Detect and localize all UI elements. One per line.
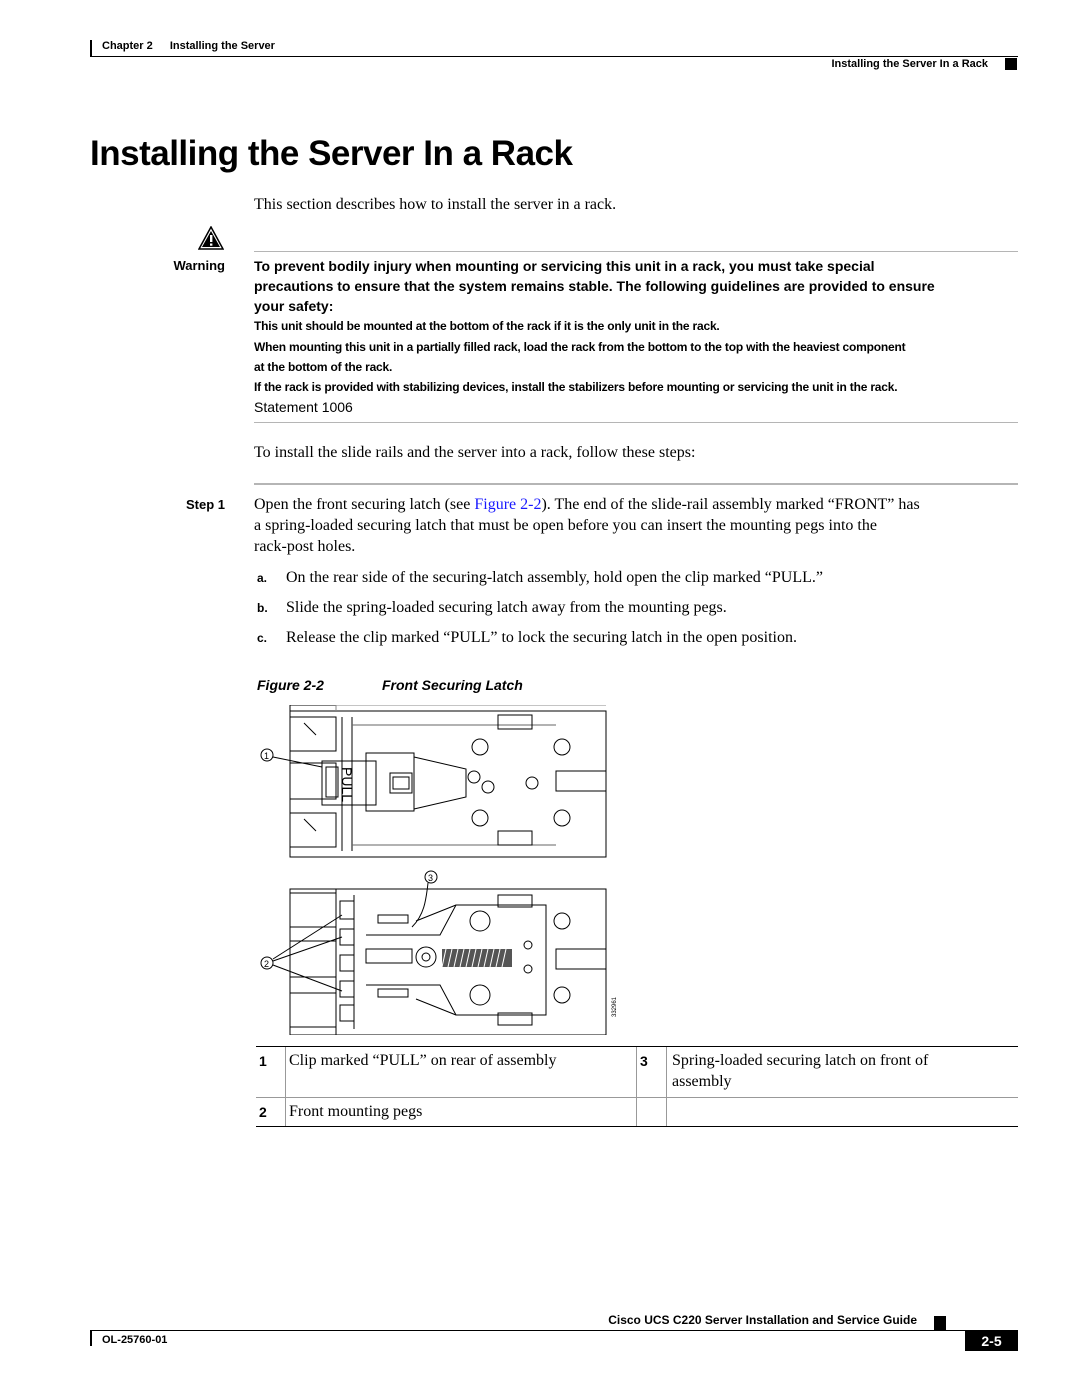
legend-text-3-line2: assembly: [672, 1073, 732, 1090]
art-id: 332961: [612, 996, 618, 1017]
substep-a-letter: a.: [257, 571, 268, 585]
legend-top-rule: [256, 1046, 1018, 1047]
warning-statement: Statement 1006: [254, 399, 353, 415]
header-chapter: [102, 40, 275, 52]
header-rule: [90, 56, 1018, 57]
warning-bottom-rule: [254, 422, 1018, 423]
warning-lead-line2: precautions to ensure that the system remains stable. The following guidelines are provided to ensure: [254, 278, 935, 294]
page-title: Installing the Server In a Rack: [90, 134, 573, 173]
substep-c-letter: c.: [257, 631, 268, 645]
warning-guideline-2-line1: When mounting this unit in a partially filled rack, load the rack from the bottom to the top with the heaviest component: [254, 340, 906, 354]
step-1-text: [254, 494, 1034, 557]
figure-number: Figure 2-2: [257, 677, 324, 693]
legend-col-divider-1: [285, 1047, 286, 1126]
warning-label: Warning: [173, 258, 225, 273]
footer-marker: [934, 1316, 946, 1330]
substep-a: [257, 567, 1037, 588]
header-chapter-title: Installing the Server: [169, 40, 275, 52]
legend-num-2: 2: [259, 1104, 267, 1120]
step-1-line1-pre: Open the front securing latch (see: [254, 496, 475, 513]
header-section-marker: [1005, 58, 1017, 70]
step-1-line1: [254, 494, 1034, 515]
callout-2: 2: [264, 959, 270, 969]
substep-b-text: Slide the spring-loaded securing latch away from the mounting pegs.: [286, 599, 727, 616]
steps-intro: To install the slide rails and the server into a rack, follow these steps:: [254, 444, 696, 461]
step-1-label: Step 1: [185, 497, 225, 512]
warning-lead-line3: your safety:: [254, 298, 334, 314]
substep-b-letter: b.: [257, 601, 268, 615]
warning-icon: [198, 226, 224, 250]
header-chapter-number: Chapter 2: [102, 40, 153, 52]
substep-b: [257, 597, 1037, 618]
substep-c: [257, 627, 1037, 648]
warning-guideline-2: [254, 337, 1024, 377]
substep-c-text: Release the clip marked “PULL” to lock the securing latch in the open position.: [286, 629, 797, 646]
step-1-line3: rack-post holes.: [254, 538, 356, 555]
step-1-line2: a spring-loaded securing latch that must be open before you can insert the mounting pegs into the: [254, 517, 877, 534]
header-section-title: Installing the Server In a Rack: [831, 58, 988, 70]
intro-text: This section describes how to install the server in a rack.: [254, 196, 617, 213]
steps-rule: [254, 483, 1018, 485]
legend-text-1: Clip marked “PULL” on rear of assembly: [289, 1052, 557, 1069]
pull-label: PULL: [339, 767, 355, 803]
legend-num-1: 1: [259, 1053, 267, 1069]
footer-left-bar: [90, 1330, 92, 1346]
warning-top-rule: [254, 251, 1018, 252]
figure-2-2-link[interactable]: Figure 2-2: [474, 496, 542, 513]
page-number: 2-5: [965, 1331, 1018, 1351]
warning-lead-line1: To prevent bodily injury when mounting or servicing this unit in a rack, you must take special: [254, 258, 875, 274]
spring-icon: [442, 949, 512, 967]
legend-bottom-rule: [256, 1126, 1018, 1127]
warning-lead: [254, 256, 1024, 316]
front-securing-latch-figure: [256, 705, 626, 1035]
warning-guideline-3: If the rack is provided with stabilizing devices, install the stabilizers before mounting or servicing the unit in the rack.: [254, 380, 898, 394]
callout-1: 1: [264, 751, 270, 761]
legend-text-3-line1: Spring-loaded securing latch on front of: [672, 1052, 929, 1069]
warning-guideline-2-line2: at the bottom of the rack.: [254, 360, 393, 374]
step-1-line1-post: ). The end of the slide-rail assembly marked “FRONT” has: [541, 496, 920, 513]
warning-guideline-1: This unit should be mounted at the bottom of the rack if it is the only unit in the rack.: [254, 319, 720, 333]
legend-mid-rule: [256, 1097, 1018, 1098]
footer-guide-title: Cisco UCS C220 Server Installation and Service Guide: [608, 1313, 917, 1327]
legend-col-divider-2: [636, 1047, 637, 1126]
legend-col-divider-3: [666, 1047, 667, 1126]
legend-num-3: 3: [640, 1053, 648, 1069]
figure-title: Front Securing Latch: [382, 677, 523, 693]
footer-rule: [90, 1330, 1018, 1331]
footer-doc-number: OL-25760-01: [102, 1334, 168, 1346]
substep-a-text: On the rear side of the securing-latch assembly, hold open the clip marked “PULL.”: [286, 569, 824, 586]
legend-text-2: Front mounting pegs: [289, 1103, 423, 1120]
callout-3: 3: [428, 873, 434, 883]
legend-text-3: [672, 1050, 928, 1092]
header-left-bar: [90, 40, 92, 56]
